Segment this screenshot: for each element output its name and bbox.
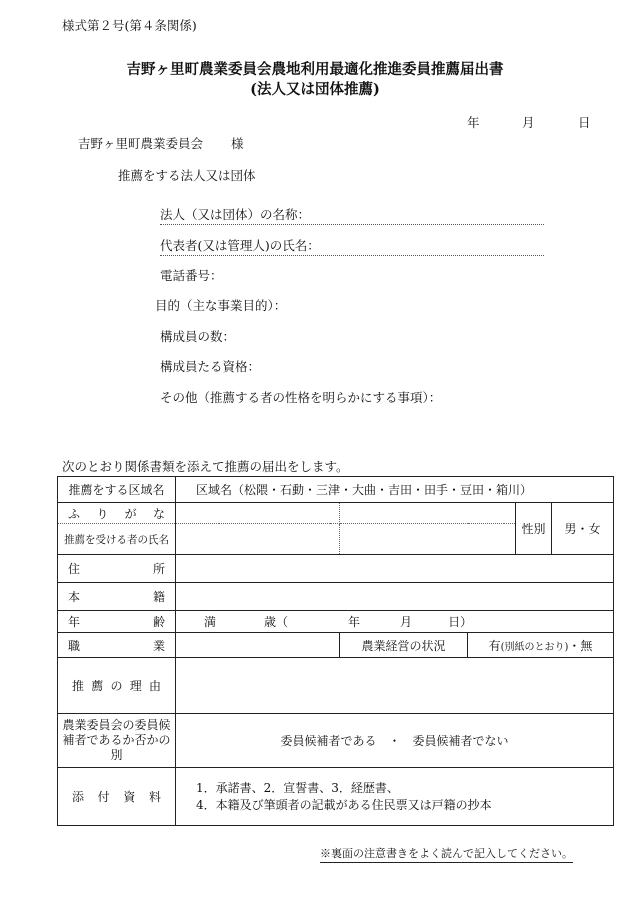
furigana-given-input[interactable] [340, 503, 516, 524]
age-day: 日） [448, 615, 473, 629]
addressee-name: 吉野ヶ里町農業委員会 [78, 136, 204, 151]
occupation-row [58, 633, 614, 658]
sex-value[interactable]: 男・女 [552, 503, 614, 555]
member-count-field[interactable]: 構成員の数： [160, 329, 236, 344]
domicile-input[interactable] [176, 583, 614, 611]
address-input[interactable] [176, 555, 614, 583]
farm-status-no: ・無 [568, 638, 593, 653]
domicile-label: 本籍 [58, 583, 176, 611]
age-row [58, 611, 614, 633]
reason-label: 推薦の理由 [58, 658, 176, 714]
form-number: 様式第２号(第４条関係) [62, 18, 197, 33]
age-month: 月 [400, 615, 413, 629]
date-year-label: 年 [467, 115, 480, 130]
nominee-surname-input[interactable] [176, 524, 340, 555]
org-name-field[interactable]: 法人（又は団体）の名称： [160, 205, 544, 225]
document-title: 吉野ヶ里町農業委員会農地利用最適化推進委員推薦届出書 [126, 61, 504, 78]
addressee-suffix: 様 [231, 136, 244, 151]
other-matters-field[interactable]: その他（推薦する者の性格を明らかにする事項）： [160, 390, 442, 405]
furigana-label: ふりがな [58, 503, 176, 524]
furigana-row [58, 503, 614, 524]
nominee-name-label: 推薦を受ける者の氏名 [58, 524, 176, 555]
attachment-line-2: 4．本籍及び筆頭者の記載がある住民票又は戸籍の抄本 [196, 797, 492, 812]
recommendation-form-table [57, 476, 614, 826]
attachment-row [58, 768, 614, 826]
candidate-value[interactable]: 委員候補者である ・ 委員候補者でない [176, 714, 614, 768]
footer-note: ※裏面の注意書きをよく読んで記入してください。 [320, 845, 573, 863]
occupation-label: 職業 [58, 633, 176, 658]
reason-row [58, 658, 614, 714]
candidate-label: 農業委員会の委員候補者であるか否かの別 [58, 714, 176, 768]
nominee-given-input[interactable] [340, 524, 516, 555]
occupation-input[interactable] [176, 633, 340, 658]
member-qualification-field[interactable]: 構成員たる資格： [160, 359, 261, 374]
district-label: 推薦をする区域名 [58, 477, 176, 503]
address-label: 住所 [58, 555, 176, 583]
age-man: 満 [204, 615, 217, 629]
attachment-label: 添付資料 [58, 768, 176, 826]
district-row [58, 477, 614, 503]
address-row [58, 555, 614, 583]
addressee [78, 134, 244, 152]
date-month-label: 月 [522, 115, 535, 130]
attachment-line-1: 1．承諾書、2．宣誓書、3．経歴書、 [196, 780, 399, 795]
attachment-list [176, 768, 614, 826]
domicile-row [58, 583, 614, 611]
candidate-row [58, 714, 614, 768]
farm-status-yes: 有 [488, 638, 501, 653]
recommender-heading: 推薦をする法人又は団体 [118, 168, 256, 183]
farm-status-value[interactable] [468, 633, 614, 658]
age-label: 年齢 [58, 611, 176, 633]
age-year: 年 [348, 615, 361, 629]
farm-status-note: (別紙のとおり) [500, 641, 569, 653]
representative-name-field[interactable]: 代表者(又は管理人)の氏名： [160, 236, 544, 256]
date-day-label: 日 [578, 115, 591, 130]
farm-status-label: 農業経営の状況 [340, 633, 468, 658]
furigana-surname-input[interactable] [176, 503, 340, 524]
phone-field[interactable]: 電話番号： [160, 268, 223, 283]
purpose-field[interactable]: 目的（主な事業目的）： [155, 298, 287, 313]
reason-input[interactable] [176, 658, 614, 714]
age-sai: 歳（ [264, 615, 289, 629]
age-input[interactable] [176, 611, 614, 633]
intro-text: 次のとおり関係書類を添えて推薦の届出をします。 [62, 459, 349, 474]
district-value[interactable]: 区域名（松隈・石動・三津・大曲・吉田・田手・豆田・箱川） [176, 477, 614, 503]
document-subtitle: (法人又は団体推薦) [250, 81, 380, 98]
sex-label: 性別 [516, 503, 552, 555]
